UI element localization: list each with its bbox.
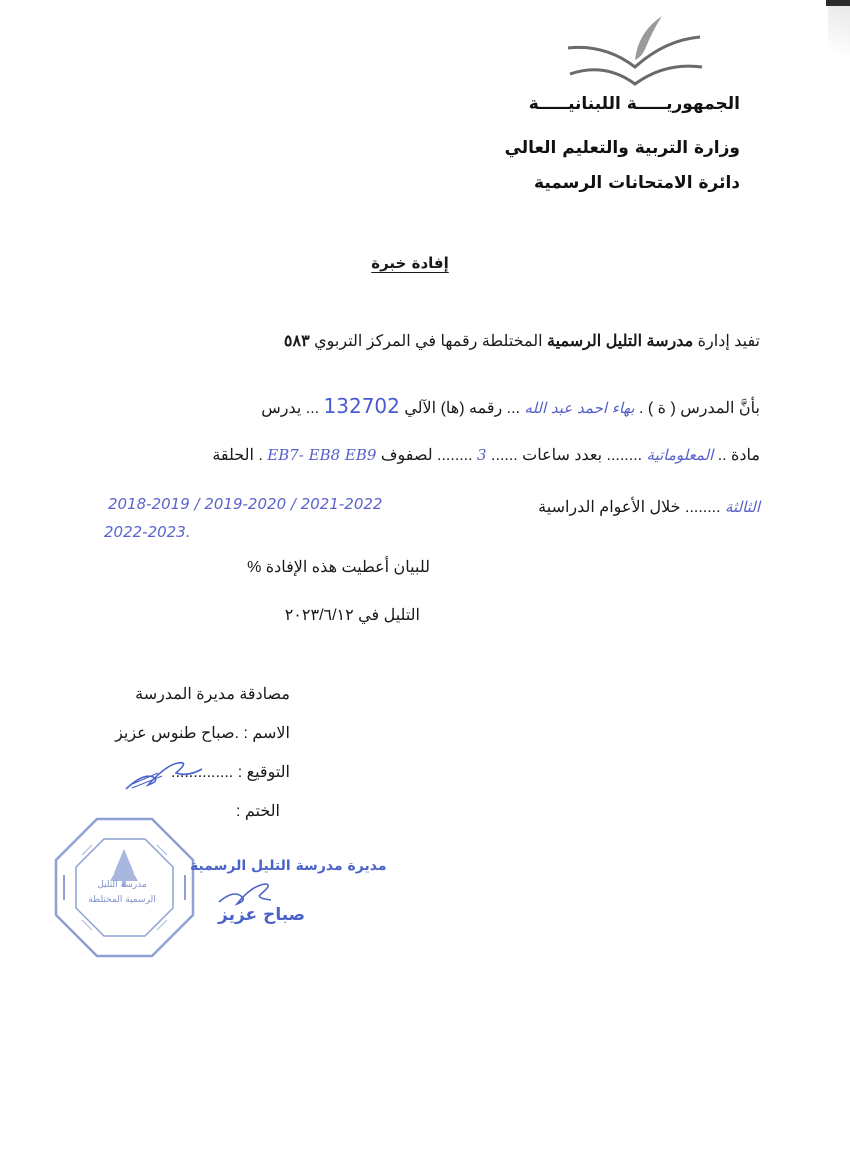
open-book-quill-icon: [560, 12, 710, 92]
classes-value: EB7- EB8 EB9: [267, 446, 377, 464]
place-date-line: التليل في ٢٠٢٣/٦/١٢: [284, 607, 420, 624]
cycle-value: الثالثة: [725, 498, 760, 516]
years-value-line2: 2022-2023.: [104, 523, 191, 541]
id-label: ... رقمه (ها) الآلي: [404, 400, 520, 417]
intro-line: [284, 331, 760, 351]
name-value: صباح طنوس عزيز: [115, 725, 235, 742]
teacher-name: بهاء احمد عبد الله: [524, 399, 635, 417]
teacher-label: بأنَّ المدرس ( ة ) .: [638, 400, 760, 417]
hours-label: ........ بعدد ساعات ......: [491, 447, 643, 464]
subject-line: [212, 445, 760, 465]
center-number: ٥٨٣: [283, 333, 310, 350]
hours-value: 3: [477, 446, 487, 464]
teacher-line: [261, 394, 760, 418]
signature-line: التوقيع : ..............: [171, 764, 290, 781]
years-value-line1: 2018-2019 / 2019-2020 / 2021-2022: [108, 495, 383, 513]
header-ministry: وزارة التربية والتعليم العالي: [504, 138, 740, 158]
scan-corner-fold: [828, 6, 850, 66]
years-line: [538, 497, 760, 517]
teaches-label: ... يدرس: [261, 400, 320, 417]
document-title: إفادة خبرة: [371, 254, 449, 272]
subject-label: مادة ..: [717, 447, 760, 464]
subject-value: المعلوماتية: [646, 446, 714, 464]
approval-name-line: [115, 723, 290, 743]
id-number: 132702: [323, 394, 400, 418]
approval-heading: مصادقة مديرة المدرسة: [135, 686, 290, 703]
principal-name-stamp: صباح عزيز: [218, 905, 306, 925]
classes-label: ........ لصفوف: [380, 447, 473, 464]
header-country: الجمهوريـــــة اللبنانيـــــة: [528, 94, 740, 114]
school-name: مدرسة التليل الرسمية: [547, 333, 694, 350]
header-department: دائرة الامتحانات الرسمية: [534, 173, 740, 193]
purpose-line: للبيان أعطيت هذه الإفادة %: [247, 559, 430, 576]
name-label: الاسم : .: [234, 725, 290, 742]
cycle-label: . الحلقة: [212, 447, 263, 464]
intro-prefix: تفيد إدارة: [697, 333, 760, 350]
intro-mid: المختلطة رقمها في المركز التربوي: [314, 333, 543, 350]
years-label: ........ خلال الأعوام الدراسية: [538, 499, 721, 516]
stamp-text-line2: الرسمية المختلطة: [88, 895, 156, 905]
stamp-line: الختم :: [235, 803, 280, 820]
stamp-text-line1: مدرسة التليل: [97, 880, 147, 890]
principal-title-stamp: مديرة مدرسة التليل الرسمية: [190, 858, 387, 874]
signature-scribble: [118, 755, 208, 795]
